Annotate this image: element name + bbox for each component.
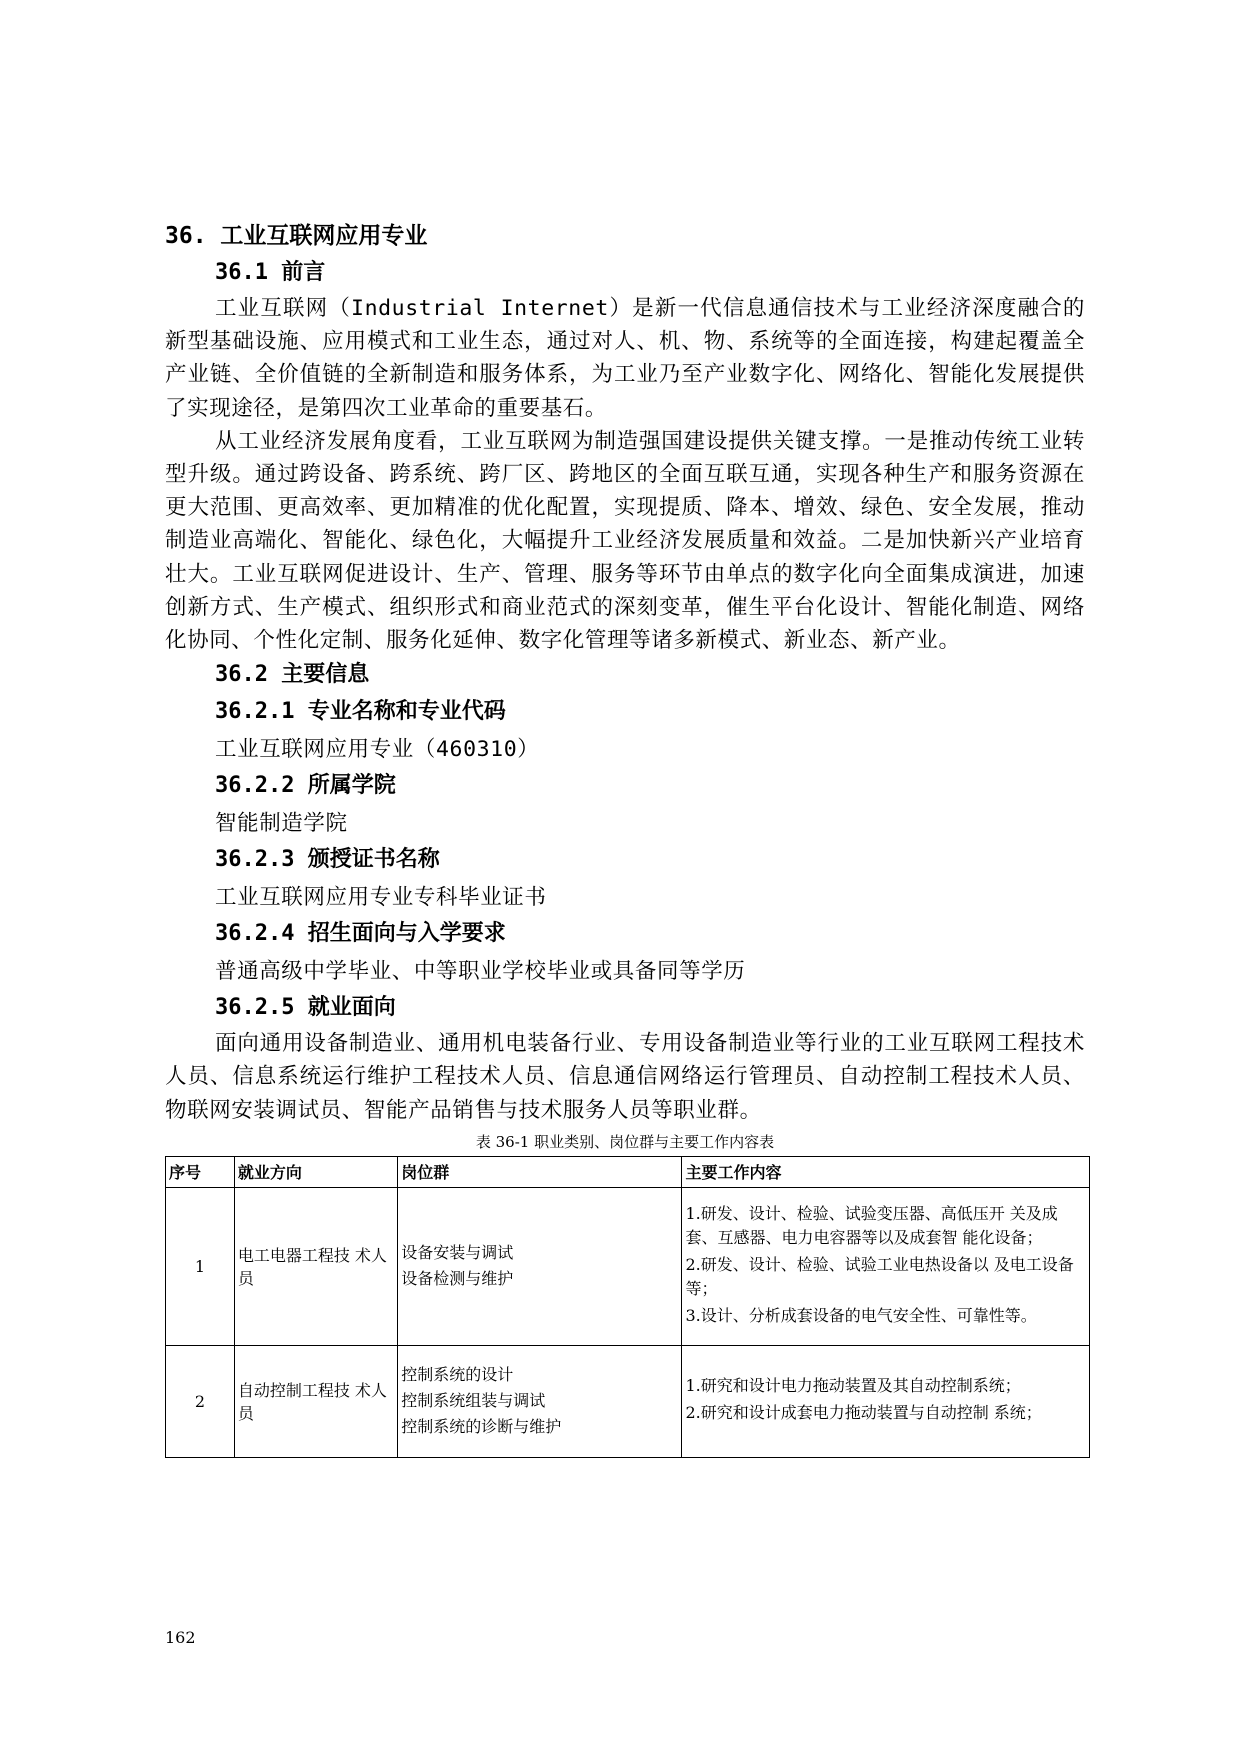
row-positions <box>398 1187 682 1345</box>
section-title: 36. 工业互联网应用专业 <box>165 223 428 249</box>
page-number: 162 <box>165 1628 196 1647</box>
header-direction: 就业方向 <box>234 1156 397 1187</box>
header-no: 序号 <box>166 1156 235 1187</box>
employment-heading: 36.2.5 就业面向 <box>215 995 396 1021</box>
admission-heading: 36.2.4 招生面向与入学要求 <box>215 921 506 947</box>
occupation-table <box>165 1156 1090 1458</box>
preface-heading: 36.1 前言 <box>215 260 326 285</box>
document-body <box>165 218 1085 1458</box>
college-value: 智能制造学院 <box>215 811 348 837</box>
table-row <box>166 1345 1090 1457</box>
major-name-value: 工业互联网应用专业（460310） <box>215 737 540 763</box>
work-item: 1.研究和设计电力拖动装置及其自动控制系统； <box>685 1376 1021 1396</box>
header-positions: 岗位群 <box>398 1156 682 1187</box>
preface-paragraph-1: 工业互联网（Industrial Internet）是新一代信息通信技术与工业经济深度融合的新型基础设施、应用模式和工业生态，通过对人、机、物、系统等的全面连接，构建起覆盖全产业链、全价值链的全新制造和服务体系，为工业乃至产业数字化、网络化、智能化发展提供了实现途径，是第四次工业革命的重要基石。 <box>165 296 1085 421</box>
employment-paragraph: 面向通用设备制造业、通用机电装备行业、专用设备制造业等行业的工业互联网工程技术人员、信息系统运行维护工程技术人员、信息通信网络运行管理员、自动控制工程技术人员、物联网安装调试员、智能产品销售与技术服务人员等职业群。 <box>165 1031 1085 1123</box>
position-item: 设备检测与维护 <box>401 1269 514 1289</box>
work-item: 2.研究和设计成套电力拖动装置与自动控制 系统； <box>685 1403 1042 1423</box>
table-caption: 表 36-1 职业类别、岗位群与主要工作内容表 <box>475 1132 775 1151</box>
row-direction: 电工电器工程技 术人员 <box>234 1187 397 1345</box>
table-row <box>166 1187 1090 1345</box>
row-work <box>682 1345 1090 1457</box>
row-no: 1 <box>166 1187 235 1345</box>
work-item: 3.设计、分析成套设备的电气安全性、可靠性等。 <box>685 1305 1037 1325</box>
certificate-heading: 36.2.3 颁授证书名称 <box>215 847 440 873</box>
row-no: 2 <box>166 1345 235 1457</box>
preface-paragraph-2: 从工业经济发展角度看，工业互联网为制造强国建设提供关键支撑。一是推动传统工业转型升级。通过跨设备、跨系统、跨厂区、跨地区的全面互联互通，实现各种生产和服务资源在更大范围、更高效率、更加精准的优化配置，实现提质、降本、增效、绿色、安全发展，推动制造业高端化、智能化、绿色化，大幅提升工业经济发展质量和效益。二是加快新兴产业培育壮大。工业互联网促进设计、生产、管理、服务等环节由单点的数字化向全面集成演进，加速创新方式、生产模式、组织形式和商业范式的深刻变革，催生平台化设计、智能化制造、网络化协同、个性化定制、服务化延伸、数字化管理等诸多新模式、新业态、新产业。 <box>165 428 1085 654</box>
certificate-value: 工业互联网应用专业专科毕业证书 <box>215 885 547 911</box>
admission-value: 普通高级中学毕业、中等职业学校毕业或具备同等学历 <box>215 959 746 985</box>
row-direction: 自动控制工程技 术人员 <box>234 1345 397 1457</box>
position-item: 控制系统的设计 <box>401 1365 514 1385</box>
college-heading: 36.2.2 所属学院 <box>215 773 396 799</box>
work-item: 2.研发、设计、检验、试验工业电热设备以 及电工设备等； <box>685 1254 1074 1298</box>
main-info-heading: 36.2 主要信息 <box>215 662 370 688</box>
position-item: 控制系统的诊断与维护 <box>401 1417 562 1437</box>
header-work: 主要工作内容 <box>682 1156 1090 1187</box>
work-item: 1.研发、设计、检验、试验变压器、高低压开 关及成套、互感器、电力电容器等以及成套智 能化设备； <box>685 1203 1058 1247</box>
row-positions <box>398 1345 682 1457</box>
position-item: 控制系统组装与调试 <box>401 1391 546 1411</box>
row-work <box>682 1187 1090 1345</box>
table-header-row <box>166 1156 1090 1187</box>
major-name-heading: 36.2.1 专业名称和专业代码 <box>215 699 506 725</box>
position-item: 设备安装与调试 <box>401 1243 514 1263</box>
